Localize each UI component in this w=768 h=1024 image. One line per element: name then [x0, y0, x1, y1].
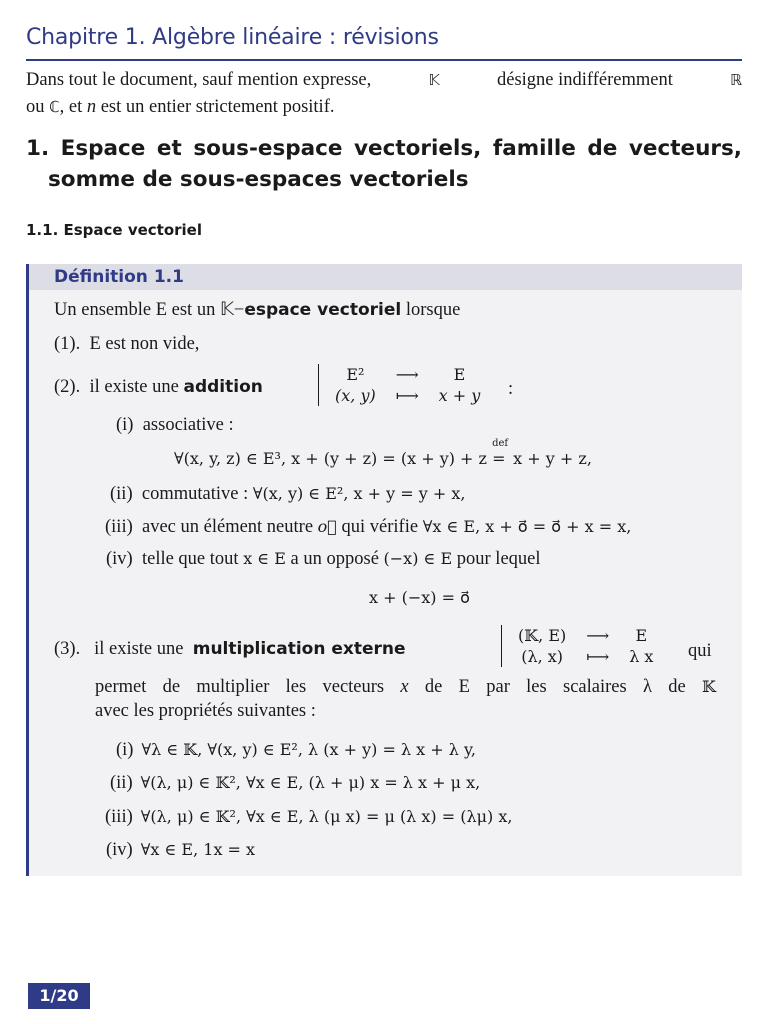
map-cell: E² — [346, 365, 365, 384]
item-2-colon: : — [508, 379, 514, 399]
addition-iii-label: (iii) — [105, 517, 133, 537]
intro-paragraph — [26, 67, 742, 121]
item-3-continuation-2: avec les propriétés suivantes : — [95, 701, 316, 721]
section-word: vecteurs, — [628, 136, 742, 161]
cont-word: E — [458, 677, 470, 697]
cont-word: les — [285, 677, 307, 697]
multiplication-ii — [110, 773, 480, 794]
definition-lead-post: lorsque — [405, 300, 461, 320]
field-K-symbol: 𝕂 — [428, 71, 440, 89]
section-word: sous-espace — [193, 136, 343, 161]
map-cell: x + y — [438, 386, 481, 405]
map-arrow: ⟶ — [586, 626, 610, 645]
multiplication-i-formula: ∀λ ∈ 𝕂, ∀(x, y) ∈ E², λ (x + y) = λ x + λ y, — [141, 740, 476, 759]
addition-ii-formula: ∀(x, y) ∈ E², x + y = y + x, — [252, 484, 466, 503]
intro-text-2: désigne indifféremment — [496, 70, 673, 90]
item-3-bold: multiplication externe — [192, 639, 406, 659]
item-3-qui: qui — [688, 641, 712, 661]
addition-iii-formula: ∀x ∈ E, x + o⃗ = o⃗ + x = x, — [422, 517, 632, 536]
cont-word: les — [526, 677, 547, 697]
intro-text-4: , et — [59, 97, 83, 117]
cont-word: de — [162, 677, 181, 697]
variable-n: n — [86, 97, 97, 117]
addition-ii — [110, 484, 465, 505]
intro-line-1 — [26, 67, 742, 94]
cont-word: de — [424, 677, 443, 697]
cont-word: 𝕂 — [702, 677, 716, 696]
chapter-title: Chapitre 1. Algèbre linéaire : révisions — [26, 25, 439, 50]
field-C-symbol: ℂ — [49, 98, 60, 116]
multiplication-iii — [105, 807, 512, 828]
addition-i-label: (i) — [116, 415, 134, 435]
cont-word: permet — [95, 677, 147, 697]
definition-lead — [54, 299, 460, 321]
addition-iii — [105, 517, 631, 538]
definition-box — [26, 264, 742, 876]
item-2-pre: il existe une — [89, 377, 179, 397]
cont-word: de — [668, 677, 686, 697]
multiplication-ii-formula: ∀(λ, μ) ∈ 𝕂², ∀x ∈ E, (λ + μ) x = λ x + μ x, — [140, 773, 481, 792]
def-equals — [492, 438, 509, 468]
addition-ii-label: (ii) — [110, 484, 133, 504]
multiplication-ii-label: (ii) — [110, 773, 133, 793]
addition-iv-label: (iv) — [106, 549, 133, 569]
map-cell: (x, y) — [335, 386, 376, 405]
item-3-pre: il existe une — [94, 639, 184, 659]
section-word: et — [156, 136, 182, 161]
def-label: def — [492, 438, 509, 449]
definition-lead-pre: Un ensemble E est un 𝕂− — [54, 300, 245, 320]
addition-iv-x: x ∈ E — [243, 549, 286, 568]
item-1-text: E est non vide, — [89, 334, 200, 354]
definition-lead-bold: espace vectoriel — [244, 300, 402, 320]
addition-ii-text: commutative : — [141, 484, 249, 504]
map-arrow: ⟼ — [395, 386, 419, 405]
subsection-title: 1.1. Espace vectoriel — [26, 221, 202, 239]
multiplication-iv-label: (iv) — [106, 840, 133, 860]
addition-iv — [106, 549, 541, 570]
definition-accent-bar — [26, 264, 29, 876]
cont-word: multiplier — [196, 677, 270, 697]
formula-rhs: x + y + z, — [513, 449, 592, 468]
cont-word: x — [400, 677, 409, 697]
intro-line-2 — [26, 94, 742, 121]
equals-sign: = — [492, 449, 506, 468]
item-3-label: (3). — [54, 639, 81, 659]
addition-i-formula — [174, 438, 592, 468]
item-2-bold: addition — [183, 377, 263, 397]
map-cell: (𝕂, E) — [518, 626, 567, 645]
section-title-line-2: somme de sous-espaces vectoriels — [48, 167, 469, 192]
multiplication-i — [116, 740, 476, 761]
scalar-multiplication-map — [501, 625, 663, 667]
formula: ∀(x, y, z) ∈ E³, x + (y + z) = (x + y) + z — [174, 449, 487, 468]
addition-iv-opposite: (−x) ∈ E — [383, 549, 453, 568]
multiplication-i-label: (i) — [116, 740, 134, 760]
addition-iv-text-2: a un opposé — [290, 549, 379, 569]
multiplication-iv — [106, 840, 255, 861]
multiplication-iii-formula: ∀(λ, μ) ∈ 𝕂², ∀x ∈ E, λ (μ x) = μ (λ x) = (λμ) x, — [140, 807, 513, 826]
map-cell: (λ, x) — [521, 647, 564, 666]
item-2-label: (2). — [54, 377, 81, 397]
intro-text-5: est un entier strictement positif. — [100, 97, 335, 117]
section-word: vectoriels, — [354, 136, 482, 161]
section-number: 1. — [26, 136, 50, 161]
cont-word: scalaires — [563, 677, 627, 697]
addition-iii-text: avec un élément neutre — [142, 517, 314, 537]
addition-iv-formula: x + (−x) = o⃗ — [369, 588, 470, 607]
field-R-symbol: ℝ — [730, 71, 742, 89]
section-word: Espace — [60, 136, 146, 161]
map-arrow: ⟼ — [586, 647, 610, 666]
multiplication-iv-formula: ∀x ∈ E, 1x = x — [140, 840, 256, 859]
addition-i-text: associative : — [142, 415, 234, 435]
section-title — [26, 133, 742, 195]
item-1 — [54, 334, 199, 355]
addition-i — [116, 415, 234, 436]
definition-title: Définition 1.1 — [54, 267, 184, 287]
chapter-divider — [26, 59, 742, 61]
item-2 — [54, 377, 263, 398]
addition-map — [318, 364, 490, 406]
item-3-continuation-1 — [95, 677, 716, 698]
page-number: 1/20 — [28, 983, 90, 1009]
cont-word: par — [486, 677, 510, 697]
map-cell: λ x — [629, 647, 654, 666]
section-word: famille — [492, 136, 576, 161]
item-1-label: (1). — [54, 334, 81, 354]
intro-text-3: ou — [26, 97, 45, 117]
intro-text-1: Dans tout le document, sauf mention expresse, — [26, 70, 372, 90]
section-title-line-1 — [26, 133, 742, 164]
item-3 — [54, 639, 406, 660]
addition-iv-text-1: telle que tout — [141, 549, 239, 569]
map-cell: E — [635, 626, 648, 645]
cont-word: vecteurs — [322, 677, 385, 697]
zero-vector: o⃗ — [317, 517, 337, 536]
addition-iv-text-3: pour lequel — [456, 549, 541, 569]
cont-word: λ — [642, 677, 652, 697]
section-word: de — [587, 136, 618, 161]
map-arrow: ⟶ — [395, 365, 419, 384]
map-cell: E — [453, 365, 466, 384]
multiplication-iii-label: (iii) — [105, 807, 133, 827]
addition-iii-text-2: qui vérifie — [341, 517, 419, 537]
